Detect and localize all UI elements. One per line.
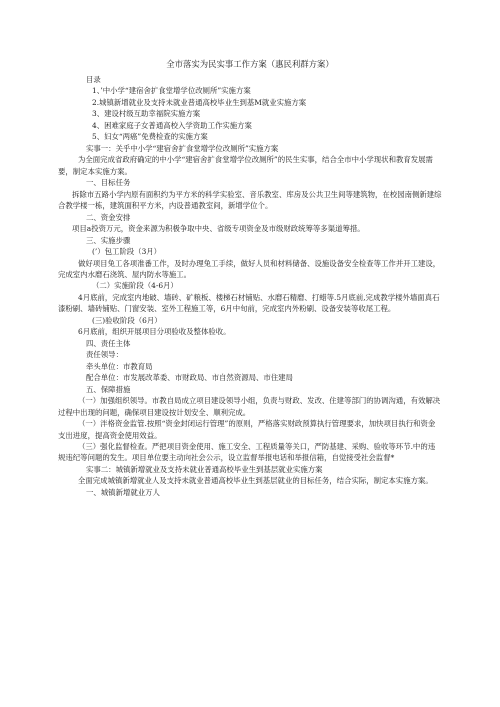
step-1-text: 做好项目兔工各项准番工作，及时办理兔工手续，做好人员和材料储备、设施设备安全检查等工作并开工建设，完成室内水磨石浇筑、屋内防水等施工。 <box>58 258 441 279</box>
document-title: 全市落实为民实事工作方案（惠民利群方案） <box>166 59 334 69</box>
toc-item-5[interactable]: 5、妇女“两癌”免费检查的实施方案 <box>92 132 208 142</box>
section-1-heading: 实事一：关乎中小学“建宿舍扩食堂增学位改厕所”实施方案 <box>86 143 279 153</box>
goal-text: 拆除市五路小学内原有面积约为平方米的科学实验室、音乐教室、库房及公共卫生间等建筑物，在校园南侧新建综合教学楼一栋，建筑面积平方米，内设普通教室间，新增学位个。 <box>58 189 442 211</box>
fund-heading: 二、资金安排 <box>86 212 131 222</box>
step-1-heading: (’）包工阶段（3月） <box>92 247 162 257</box>
step-2-heading: （二）实施阶段（4-6月） <box>92 281 178 291</box>
responsible-leader: 责任领导： <box>86 350 123 360</box>
cooperating-units: 配合单位：市发展改革委、市财政局、市自然资源局、市住建局 <box>86 373 293 383</box>
guarantee-heading: 五、保障措施 <box>86 384 131 394</box>
section-2-goal-heading: 一、城镇新增就业万人 <box>86 487 160 497</box>
toc-item-1[interactable]: 1、’中小学“建宿舍扩食堂增学位改厕所”实施方案 <box>92 86 251 96</box>
guarantee-2-text: （一）泮格资金监管.按照“资金封闭运行管理”的原则，严格落实财政预算执行管理要求，加快项目执行和资金支出进度，提高资金使用效益。 <box>58 419 436 440</box>
step-2-text: 4月底前，完成室内地破、墙砖、矿粮板、楼梯石材铺贴、水磨石精磨、打蜡等.5月底前,完成教学楼外墙面真石漆粉刷、墙砖铺贴、门窗安装、室外工程施工等，6月中旬前，完成室内外粉刷、设备安装等收尾工程。 <box>58 292 440 314</box>
step-3-text: 6月底前，组织开展项目分项验收及整体验收。 <box>78 327 231 337</box>
toc-item-4[interactable]: 4、困难家庭子女普通高校入学资助工作实施方案 <box>92 120 252 130</box>
responsibility-heading: 四、责任主体 <box>86 338 131 348</box>
fund-text: 项目a投资万元，资金来源为积极争取中央、省级专项资金及市级财政统筹等多渠道筹措。 <box>72 224 365 234</box>
lead-unit: 牵头单位：市教育局 <box>86 361 153 371</box>
section-2-intro: 全面完成城镇新增就业人及支持未就业普通高校毕业生到基层就业的目标任务，结合实际，制定本实施方案。 <box>78 476 433 486</box>
steps-heading: 三、实施步骤 <box>86 235 131 245</box>
goal-heading: 一、目标任务 <box>86 178 131 188</box>
toc-label: 目录 <box>86 75 101 85</box>
toc-item-2[interactable]: 2.城镇新增就业及支持未就业普通高校毕业生到基M就业实施方案 <box>92 97 307 107</box>
guarantee-1-text: （一）加强组织领导。市教自局成立项目建设领导小组，负责与财政、发改、住建等部门的协调沟通，有效解决过程中出现的问题，确保项目建设按计划安全、顺利完成。 <box>58 396 441 417</box>
guarantee-3-text: （三）强化监督检查。严把项目资金使用、施工安全、工程质量等关口，严防基建、采购、验收等环节.中的违规违纪等问题的发生。项目单位要主动向社会公示，设立监督举报电话和举报信箱，自觉接受社会监督* <box>58 442 436 463</box>
section-1-intro: 为全面完成省政府确定的中小学“建宿舍扩食堂增学位改厕所”的民生实事，结合全市中小学现状和教育发展需要，制定本实施方案。 <box>58 155 433 176</box>
section-2-heading: 实事二：城镇新增就业及支持未就业普通高校毕业生到基层就业实施方案 <box>86 464 323 474</box>
toc-item-3[interactable]: 3、建设村级互助幸福院实施方案 <box>92 109 201 119</box>
step-3-heading: (三)验收阶段（6月） <box>92 315 162 325</box>
